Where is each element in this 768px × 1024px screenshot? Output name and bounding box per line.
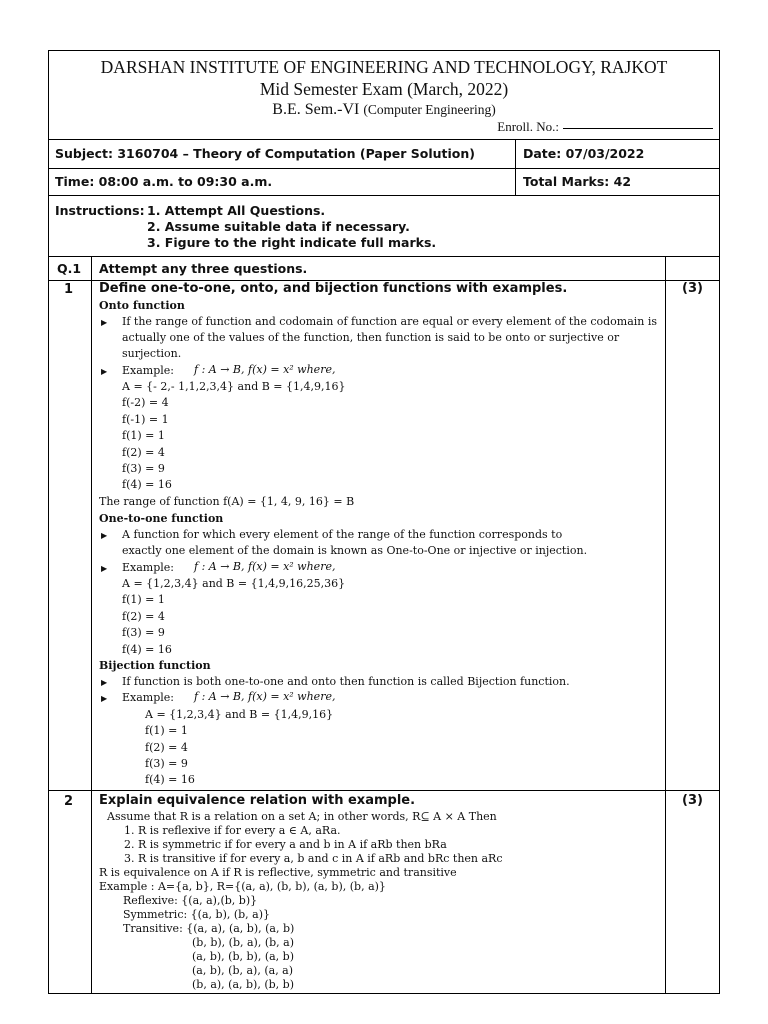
text-line: If function is both one-to-one and onto then function is called Bijection function.: [122, 675, 570, 688]
section-number: Q.1: [57, 261, 82, 276]
sets: A = {- 2,- 1,1,2,3,4} and B = {1,4,9,16}: [122, 380, 346, 393]
question-number: 2: [64, 794, 74, 809]
transitive-row: (b, a), (a, b), (b, b): [192, 978, 294, 991]
bullet-icon: ▶: [101, 694, 108, 703]
transitive-row: (a, b), (b, a), (a, a): [192, 964, 294, 977]
subject-row: [49, 139, 719, 169]
value-line: f(3) = 9: [122, 626, 165, 639]
example-line: Example : A={a, b}, R={(a, a), (b, b), (a, b), (b, a)}: [99, 880, 386, 893]
property-line: 2. R is symmetric if for every a and b in A if aRb then bRa: [124, 838, 447, 851]
equivalence-line: R is equivalence on A if R is reflective, symmetric and transitive: [99, 866, 457, 879]
sets: A = {1,2,3,4} and B = {1,4,9,16}: [145, 708, 334, 721]
text-line: actually one of the values of the function, then function is said to be onto or surjective or: [122, 331, 620, 344]
exam-date: Date: 07/03/2022: [523, 146, 645, 161]
exam-name: Mid Semester Exam (March, 2022): [259, 79, 509, 99]
transitive-line: Transitive: {(a, a), (a, b), (a, b): [123, 922, 295, 935]
transitive-row: (a, b), (b, b), (a, b): [192, 950, 294, 963]
question-title: Define one-to-one, onto, and bijection functions with examples.: [99, 281, 568, 296]
exam-time: Time: 08:00 a.m. to 09:30 a.m.: [55, 174, 273, 189]
value-line: f(-1) = 1: [122, 413, 169, 426]
value-line: f(4) = 16: [122, 643, 172, 656]
range-line: The range of function f(A) = {1, 4, 9, 16} = B: [99, 495, 355, 508]
question-1: [49, 280, 719, 791]
subject: Subject: 3160704 – Theory of Computation (Paper Solution): [55, 146, 476, 161]
question-2: [49, 790, 719, 995]
instruction-item: 2. Assume suitable data if necessary.: [147, 219, 410, 234]
transitive-row: (b, b), (b, a), (b, a): [192, 936, 294, 949]
instructions-row: [49, 195, 719, 257]
text-line: surjection.: [122, 347, 182, 360]
institute-name: DARSHAN INSTITUTE OF ENGINEERING AND TECHNOLOGY, RAJKOT: [100, 57, 668, 77]
divider: [515, 168, 516, 195]
bullet-icon: ▶: [101, 564, 108, 573]
branch: (Computer Engineering): [363, 102, 496, 117]
bullet-icon: ▶: [101, 318, 108, 327]
property-line: 1. R is reflexive if for every a ∈ A, aRa.: [124, 824, 341, 837]
bullet-icon: ▶: [101, 367, 108, 376]
question-title: Explain equivalence relation with example.: [99, 793, 416, 808]
property-line: 3. R is transitive if for every a, b and c in A if aRb and bRc then aRc: [124, 852, 503, 865]
example-label: Example:: [122, 691, 174, 704]
text-line: A function for which every element of the range of the function corresponds to: [122, 528, 563, 541]
text-line: exactly one element of the domain is known as One-to-One or injective or injection.: [122, 544, 588, 557]
value-line: f(4) = 16: [122, 478, 172, 491]
enroll-field: [497, 119, 713, 135]
question-marks: (3): [682, 793, 703, 808]
value-line: f(2) = 4: [122, 446, 165, 459]
intro-line: Assume that R is a relation on a set A; in other words, R⊆ A × A Then: [107, 810, 497, 823]
instruction-item: 3. Figure to the right indicate full marks.: [147, 235, 437, 250]
function-definition: f : A → B, f(x) = x² where,: [194, 690, 336, 703]
instruction-item: 1. Attempt All Questions.: [147, 203, 326, 218]
instructions-label: Instructions:: [55, 203, 145, 218]
paper-header: [49, 51, 719, 140]
time-row: [49, 168, 719, 196]
bullet-icon: ▶: [101, 531, 108, 540]
text-line: If the range of function and codomain of function are equal or every element of the codomain is: [122, 315, 658, 328]
exam-paper: [48, 50, 720, 994]
example-label: Example:: [122, 364, 174, 377]
bullet-icon: ▶: [101, 678, 108, 687]
symmetric-line: Symmetric: {(a, b), (b, a)}: [123, 908, 271, 921]
value-line: f(3) = 9: [145, 757, 188, 770]
section-title: Attempt any three questions.: [99, 261, 308, 276]
enroll-label: Enroll. No.:: [497, 119, 559, 134]
question-marks: (3): [682, 281, 703, 296]
program-line: [49, 101, 719, 119]
value-line: f(1) = 1: [122, 593, 165, 606]
question-number: 1: [64, 282, 74, 297]
value-line: f(3) = 9: [122, 462, 165, 475]
value-line: f(2) = 4: [122, 610, 165, 623]
enroll-blank: [563, 128, 713, 129]
value-line: f(-2) = 4: [122, 396, 169, 409]
sets: A = {1,2,3,4} and B = {1,4,9,16,25,36}: [122, 577, 346, 590]
value-line: f(1) = 1: [122, 429, 165, 442]
value-line: f(2) = 4: [145, 741, 188, 754]
divider: [515, 139, 516, 168]
function-definition: f : A → B, f(x) = x² where,: [194, 560, 336, 573]
oneone-heading: One-to-one function: [99, 512, 224, 525]
section-row: [49, 256, 719, 281]
onto-heading: Onto function: [99, 299, 185, 312]
function-definition: f : A → B, f(x) = x² where,: [194, 363, 336, 376]
reflexive-line: Reflexive: {(a, a),(b, b)}: [123, 894, 258, 907]
bijection-heading: Bijection function: [99, 659, 211, 672]
value-line: f(4) = 16: [145, 773, 195, 786]
total-marks: Total Marks: 42: [523, 174, 632, 189]
program: B.E. Sem.-VI: [272, 101, 360, 118]
value-line: f(1) = 1: [145, 724, 188, 737]
example-label: Example:: [122, 561, 174, 574]
